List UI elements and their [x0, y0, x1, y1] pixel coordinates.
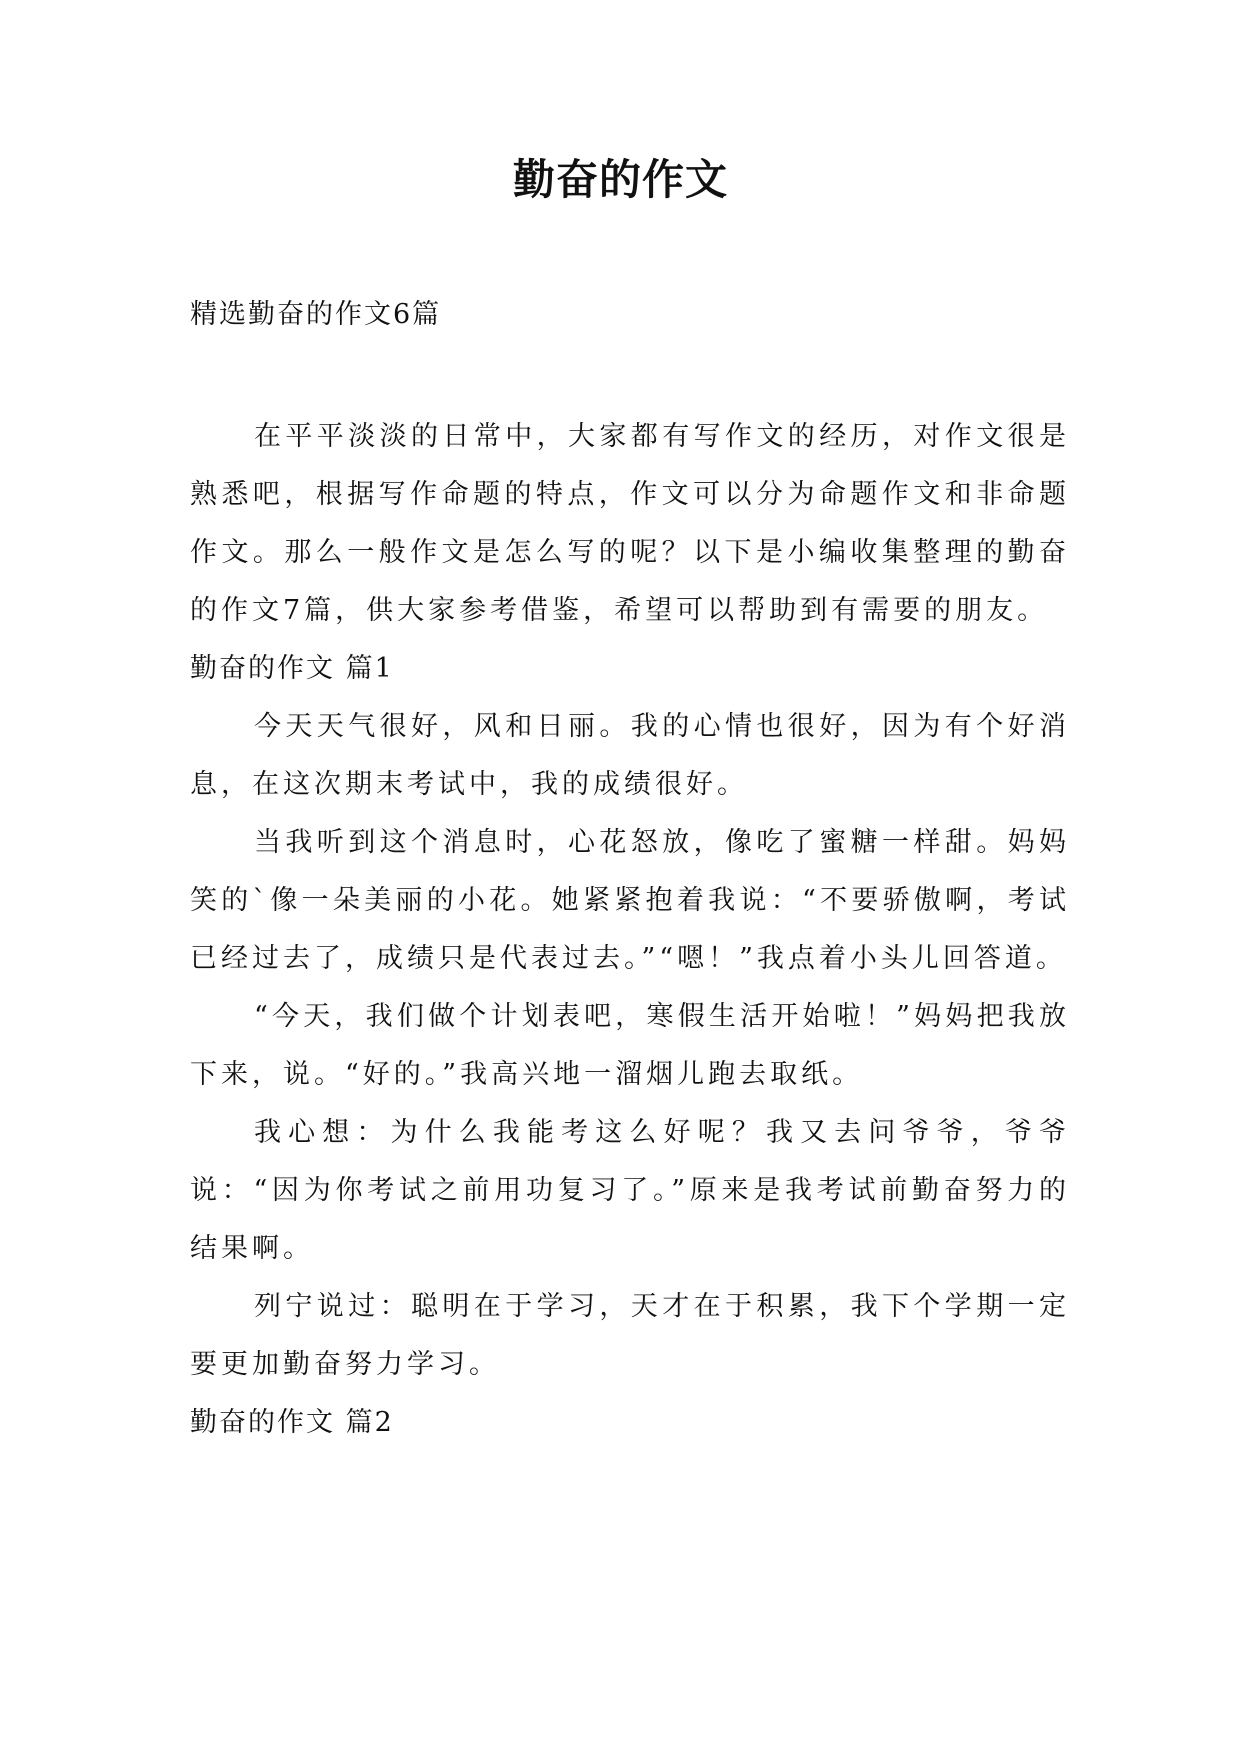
intro-paragraph: 在平平淡淡的日常中，大家都有写作文的经历，对作文很是熟悉吧，根据写作命题的特点，作文可以分为命题作文和非命题作文。那么一般作文是怎么写的呢？以下是小编收集整理的勤奋的作文7篇，供大家参考借鉴，希望可以帮助到有需要的朋友。 [190, 421, 1070, 626]
section1-paragraph: 当我听到这个消息时，心花怒放，像吃了蜜糖一样甜。妈妈笑的`像一朵美丽的小花。她紧紧抱着我说：“不要骄傲啊，考试已经过去了，成绩只是代表过去。”“嗯！”我点着小头儿回答道。 [190, 827, 1070, 974]
document-subtitle: 精选勤奋的作文6篇 [190, 299, 442, 330]
document-body [190, 408, 1070, 1452]
section1-paragraph: 列宁说过：聪明在于学习，天才在于积累，我下个学期一定要更加勤奋努力学习。 [190, 1291, 1070, 1380]
section-heading-1: 勤奋的作文 篇1 [190, 653, 394, 684]
section-heading-2: 勤奋的作文 篇2 [190, 1407, 394, 1438]
section1-paragraph: 我心想：为什么我能考这么好呢？我又去问爷爷，爷爷说：“因为你考试之前用功复习了。”原来是我考试前勤奋努力的结果啊。 [190, 1117, 1070, 1264]
section1-paragraph: “今天，我们做个计划表吧，寒假生活开始啦！”妈妈把我放下来，说。“好的。”我高兴地一溜烟儿跑去取纸。 [190, 1001, 1070, 1090]
document-title: 勤奋的作文 [512, 155, 728, 204]
section1-paragraph: 今天天气很好，风和日丽。我的心情也很好，因为有个好消息，在这次期末考试中，我的成绩很好。 [190, 711, 1070, 800]
